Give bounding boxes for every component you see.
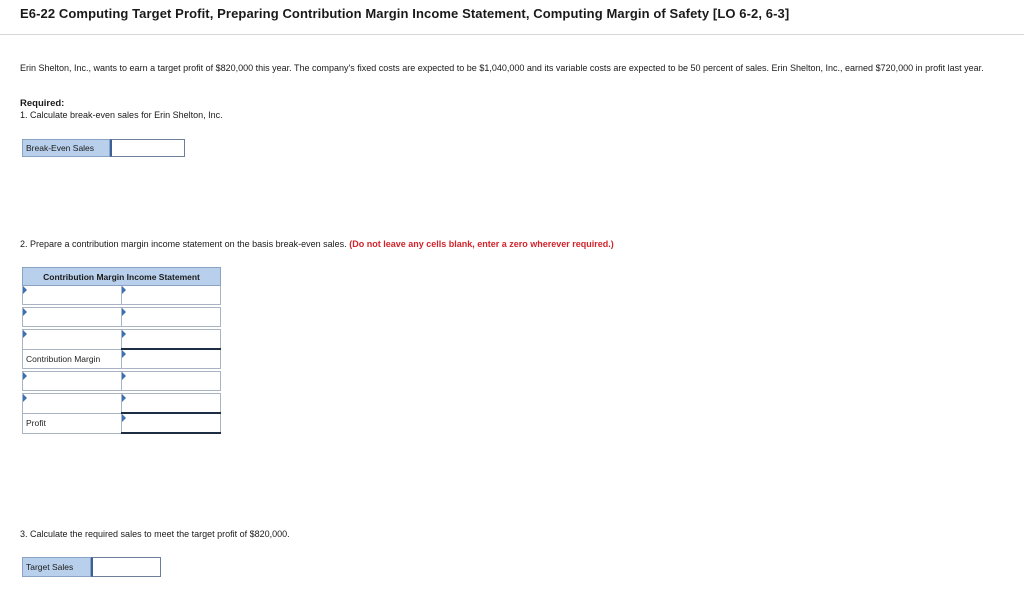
break-even-sales-label: Break-Even Sales [22,139,110,157]
dropdown-marker-icon [23,394,27,402]
row-2-label-input[interactable] [23,310,121,326]
dropdown-marker-icon [122,394,126,402]
dropdown-marker-icon [23,372,27,380]
profit-amount-input[interactable] [122,416,220,432]
dropdown-marker-icon [122,372,126,380]
profit-label: Profit [23,413,122,433]
row-label-cell[interactable] [23,286,122,305]
statement-heading: Contribution Margin Income Statement [23,268,221,286]
dropdown-marker-icon [122,308,126,316]
table-row [23,286,221,305]
dropdown-marker-icon [122,350,126,358]
target-sales-label: Target Sales [22,557,91,577]
table-row [23,372,221,391]
table-row [23,330,221,350]
contribution-margin-statement [22,267,221,434]
row-value-cell[interactable] [122,349,221,369]
row-label-cell[interactable] [23,372,122,391]
row-value-cell[interactable] [122,372,221,391]
table-row [23,349,221,369]
row-value-cell[interactable] [122,308,221,327]
row-label-cell[interactable] [23,330,122,350]
row-1-label-input[interactable] [23,288,121,304]
question-1-text: 1. Calculate break-even sales for Erin Shelton, Inc. [20,110,223,120]
target-sales-input[interactable] [91,557,161,577]
contribution-margin-amount-input[interactable] [122,352,220,368]
row-value-cell[interactable] [122,394,221,414]
row-5-amount-input[interactable] [122,374,220,390]
row-1-amount-input[interactable] [122,288,220,304]
dropdown-marker-icon [122,286,126,294]
dropdown-marker-icon [23,286,27,294]
row-value-cell[interactable] [122,286,221,305]
row-3-amount-input[interactable] [122,332,220,348]
dropdown-marker-icon [23,308,27,316]
table-row [23,308,221,327]
question-3-text: 3. Calculate the required sales to meet the target profit of $820,000. [20,529,290,539]
page-title: E6-22 Computing Target Profit, Preparing Contribution Margin Income Statement, Computing Margin of Safety [LO 6-2, 6-3] [20,6,790,21]
question-2-text [20,239,614,249]
break-even-sales-input[interactable] [110,139,185,157]
dropdown-marker-icon [23,330,27,338]
problem-description: Erin Shelton, Inc., wants to earn a target profit of $820,000 this year. The company's fixed costs are expected to be $1,040,000 and its variable costs are expected to be 50 percent of sales. Erin Shelton, Inc., earned $720,000 in profit last year. [20,63,984,73]
row-3-label-input[interactable] [23,332,121,348]
question-2-note: (Do not leave any cells blank, enter a zero wherever required.) [349,239,614,249]
contribution-margin-label: Contribution Margin [23,349,122,369]
required-heading: Required: [20,98,65,109]
title-divider [0,34,1024,35]
row-label-cell[interactable] [23,394,122,414]
row-5-label-input[interactable] [23,374,121,390]
row-value-cell[interactable] [122,330,221,350]
row-value-cell[interactable] [122,413,221,433]
row-6-amount-input[interactable] [122,396,220,412]
row-6-label-input[interactable] [23,396,121,412]
question-2-prompt: 2. Prepare a contribution margin income statement on the basis break-even sales. [20,239,347,249]
table-row [23,413,221,433]
dropdown-marker-icon [122,330,126,338]
table-row [23,394,221,414]
dropdown-marker-icon [122,414,126,422]
row-2-amount-input[interactable] [122,310,220,326]
row-label-cell[interactable] [23,308,122,327]
